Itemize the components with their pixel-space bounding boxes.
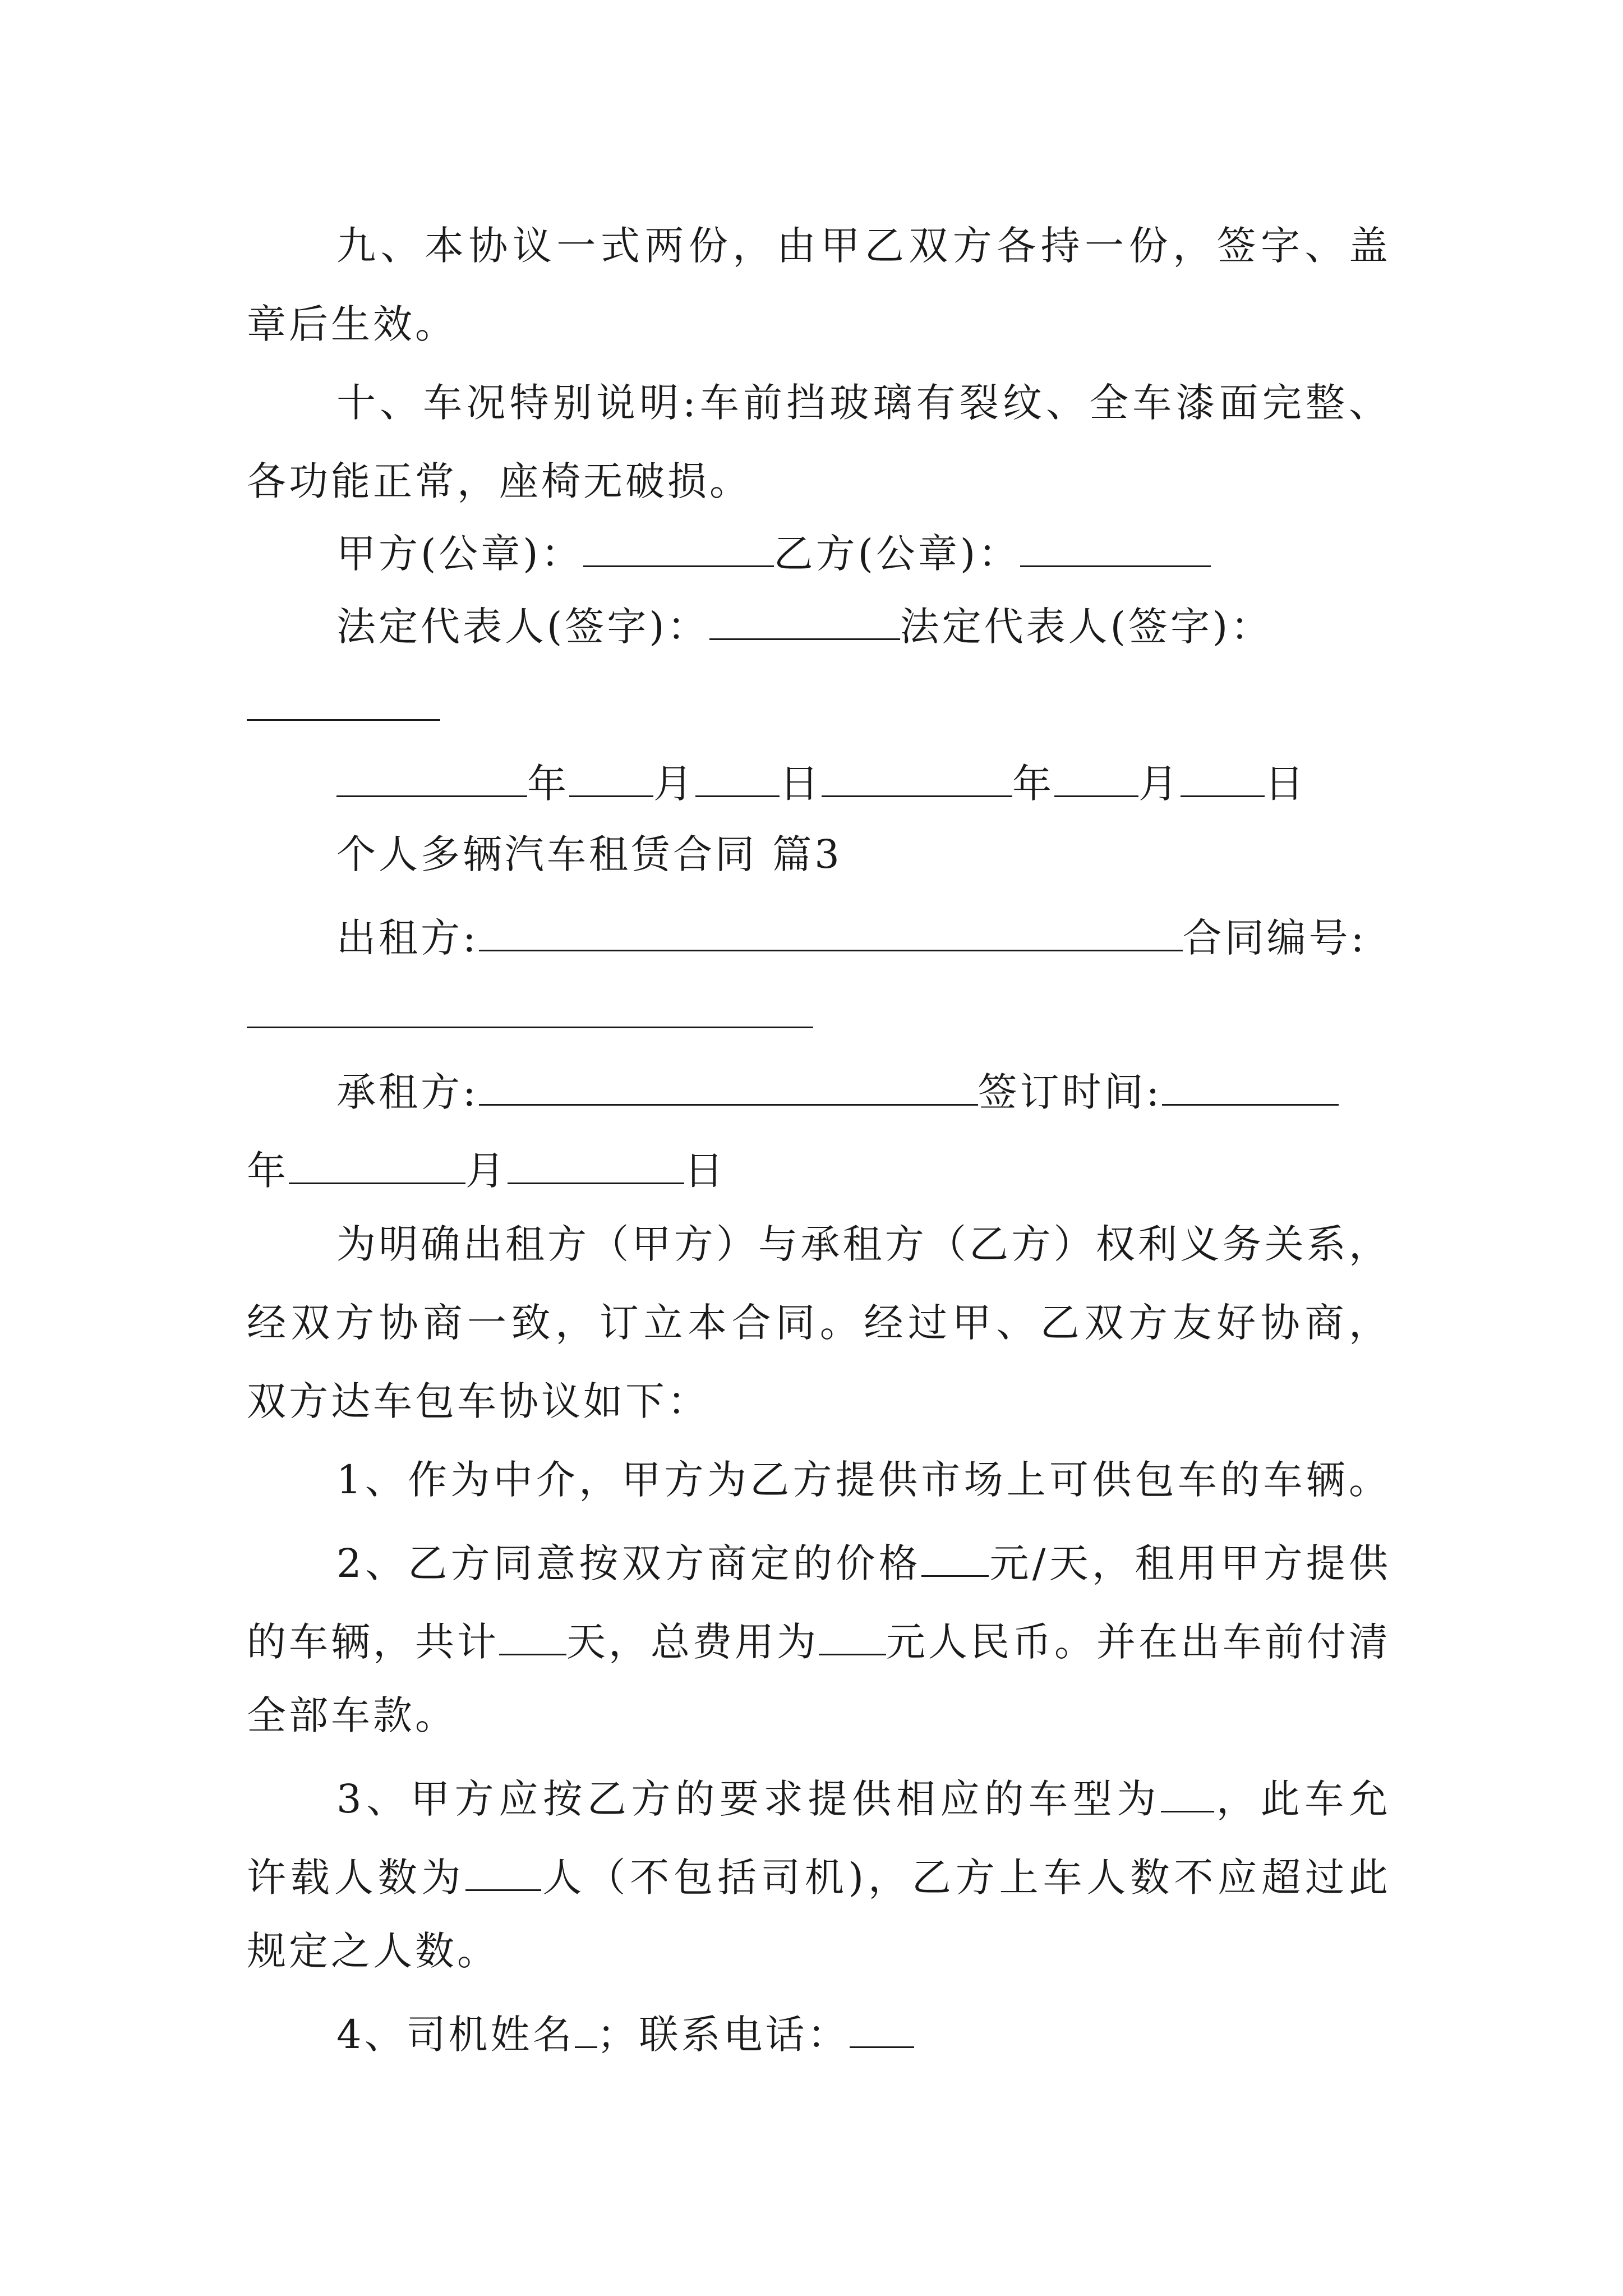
date-a-day-blank: [695, 752, 780, 797]
party-b-rep-blank: [247, 719, 440, 721]
item-3-text-a: 3、甲方应按乙方的要求提供相应的车型为: [336, 1776, 1161, 1822]
total-fee-blank: [819, 1610, 886, 1655]
passenger-count-blank: [465, 1846, 541, 1891]
lessor-label: 出租方:: [336, 915, 479, 961]
vehicle-type-blank: [1161, 1767, 1214, 1812]
signing-time-date-line: [247, 1139, 1391, 1200]
preamble-line-1: 为明确出租方（甲方）与承租方（乙方）权利义务关系，: [336, 1221, 1391, 1267]
item-3-text-c: 许载人数为: [247, 1855, 465, 1901]
clause-ten-line-2: 各功能正常，座椅无破损。: [247, 458, 751, 504]
item-3-line-2: [247, 1846, 1391, 1907]
clause-nine-line-1: 九、本协议一式两份，由甲乙双方各持一份，签字、盖: [336, 223, 1391, 269]
signing-month-blank: [289, 1139, 465, 1184]
preamble-line-3: 双方达车包车协议如下：: [247, 1378, 709, 1424]
signing-year-label: 年: [247, 1148, 289, 1194]
signing-date-line: [336, 752, 1391, 813]
item-2-line-1: [336, 1531, 1391, 1593]
driver-name-label: 4、司机姓名: [336, 2012, 575, 2058]
date-b-month-blank: [1054, 752, 1138, 797]
signing-day-blank: [508, 1139, 684, 1184]
date-b-year-blank: [822, 752, 1012, 797]
driver-name-blank: [575, 2003, 597, 2048]
party-a-seal-label: 甲方(公章)：: [336, 531, 583, 577]
item-2-text-d: 天，总费用为: [566, 1619, 819, 1665]
item-4-line: [336, 2003, 1391, 2064]
clause-nine-line-2: 章后生效。: [247, 301, 457, 347]
clause-ten-line-1: 十、车况特别说明:车前挡玻璃有裂纹、全车漆面完整、: [336, 380, 1391, 426]
item-2-text-a: 2、乙方同意按双方商定的价格: [336, 1540, 922, 1586]
date-a-year-label: 年: [527, 761, 569, 807]
date-a-year-blank: [336, 752, 527, 797]
phone-blank: [850, 2003, 914, 2048]
date-a-month-label: 月: [653, 761, 695, 807]
party-seal-line: [336, 522, 1391, 583]
item-1-line: 1、作为中介，甲方为乙方提供市场上可供包车的车辆。: [336, 1457, 1391, 1503]
date-b-day-blank: [1181, 752, 1265, 797]
date-b-day-label: 日: [1265, 761, 1307, 807]
item-3-text-d: 人（不包括司机)，乙方上车人数不应超过此: [541, 1855, 1391, 1901]
date-b-year-label: 年: [1012, 761, 1054, 807]
item-2-text-b: 元/天，租用甲方提供: [989, 1540, 1391, 1586]
party-a-rep-blank: [709, 595, 900, 640]
lessor-blank: [479, 906, 1183, 951]
date-a-month-blank: [569, 752, 653, 797]
item-2-line-3: 全部车款。: [247, 1692, 457, 1738]
lessee-label: 承租方:: [336, 1069, 479, 1115]
date-b-month-label: 月: [1138, 761, 1181, 807]
party-b-seal-label: 乙方(公章)：: [773, 531, 1021, 577]
party-b-seal-blank: [1020, 522, 1211, 567]
signing-month-label: 月: [465, 1148, 508, 1194]
preamble-line-2: 经双方协商一致，订立本合同。经过甲、乙双方友好协商，: [247, 1300, 1391, 1346]
section-title: 个人多辆汽车租赁合同 篇3: [336, 831, 842, 877]
item-3-line-1: [336, 1767, 1391, 1829]
phone-label: ；联系电话：: [597, 2012, 850, 2058]
signing-time-label: 签订时间:: [978, 1069, 1163, 1115]
item-2-text-e: 元人民币。并在出车前付清: [886, 1619, 1391, 1665]
party-b-rep-label: 法定代表人(签字)：: [900, 604, 1273, 650]
legal-rep-line: [336, 595, 1391, 656]
item-3-text-b: ，此车允: [1214, 1776, 1391, 1822]
date-a-day-label: 日: [780, 761, 822, 807]
days-blank: [499, 1610, 566, 1655]
contract-number-label: 合同编号:: [1182, 915, 1367, 961]
signing-day-label: 日: [684, 1148, 726, 1194]
signing-year-blank: [1162, 1060, 1339, 1106]
price-blank: [921, 1531, 989, 1577]
lessee-line: [336, 1060, 1391, 1122]
item-2-line-2: [247, 1610, 1391, 1672]
contract-number-blank: [247, 1027, 813, 1028]
party-a-rep-label: 法定代表人(签字)：: [336, 604, 709, 650]
lessee-blank: [479, 1060, 978, 1106]
item-2-text-c: 的车辆，共计: [247, 1619, 499, 1665]
lessor-line: [336, 906, 1391, 968]
item-3-line-3: 规定之人数。: [247, 1928, 499, 1974]
party-a-seal-blank: [583, 522, 774, 567]
